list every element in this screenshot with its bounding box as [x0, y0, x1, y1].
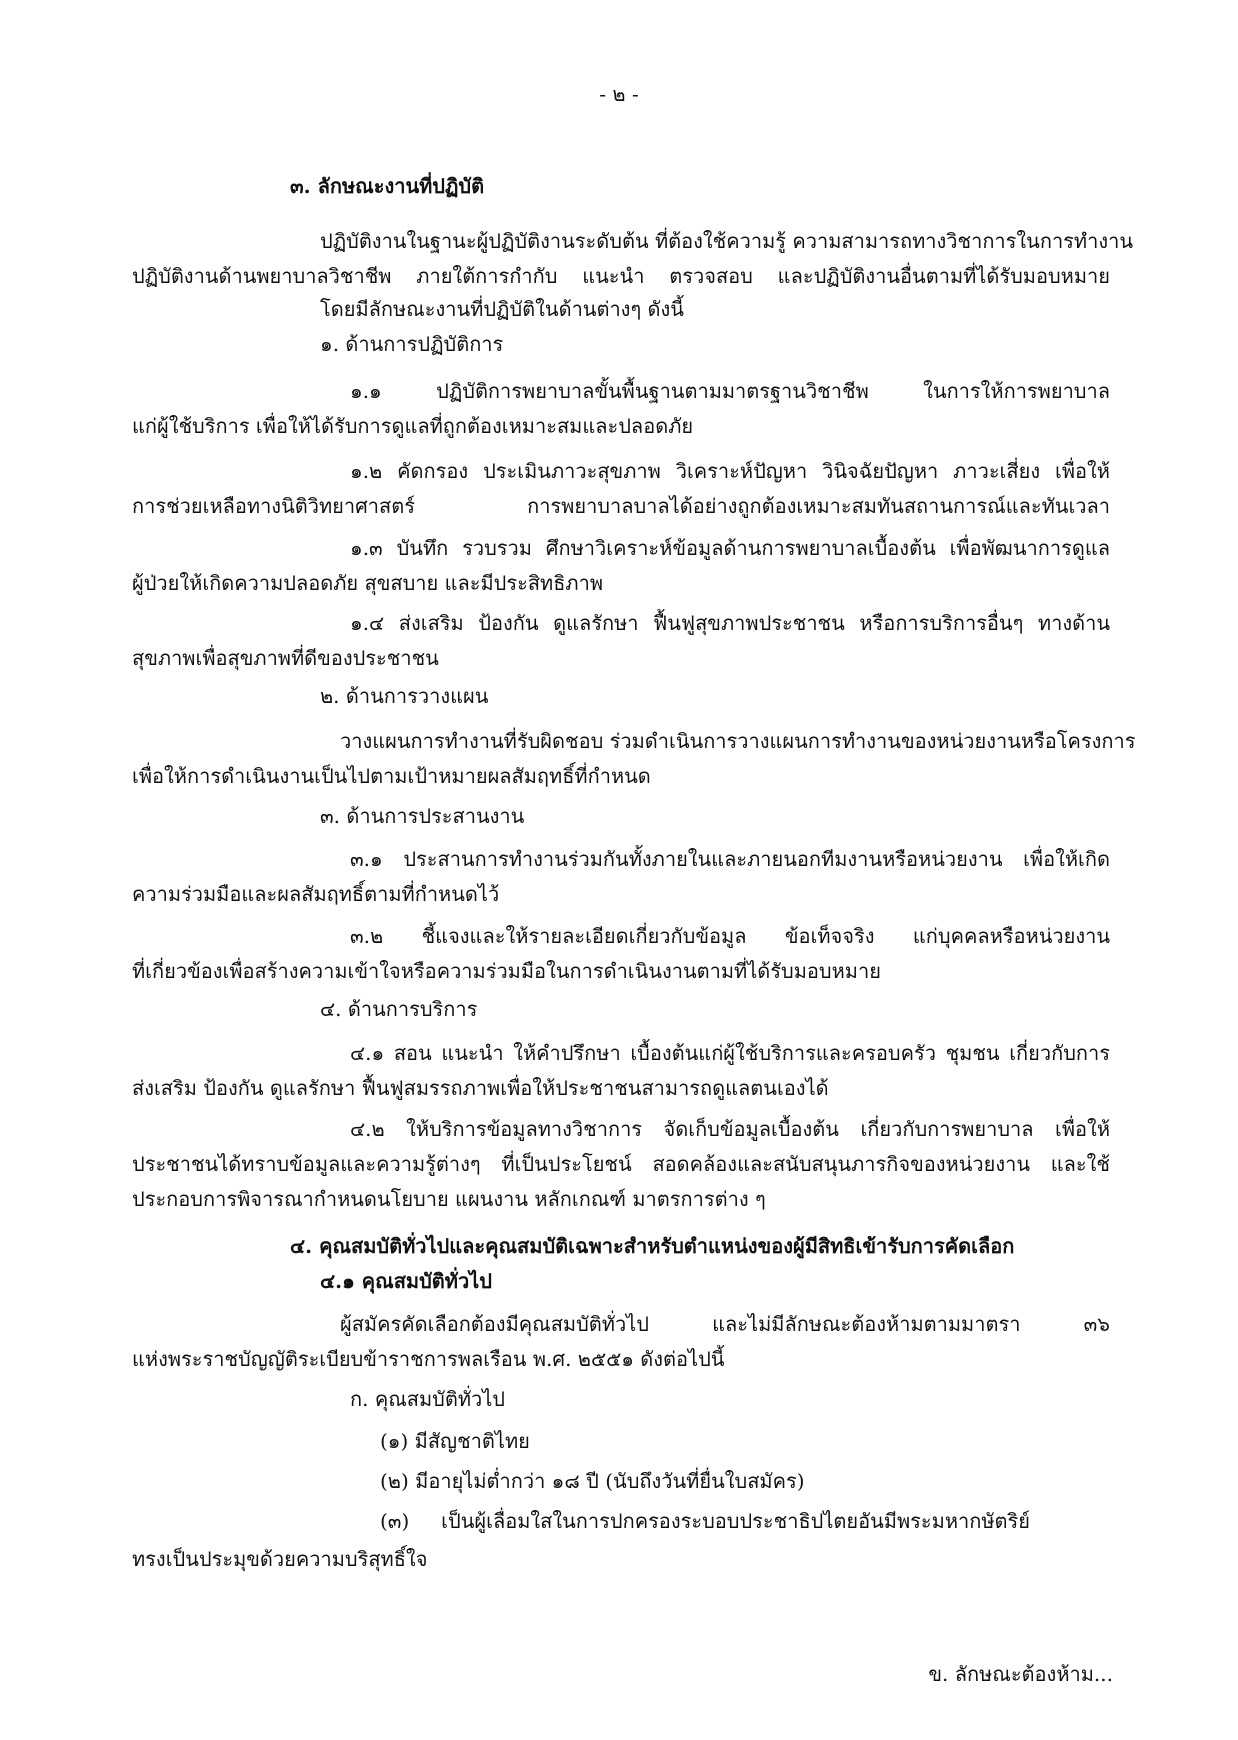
coord-3-1-line2: ความร่วมมือและผลสัมฤทธิ์ตามที่กำหนดไว้	[132, 882, 500, 906]
plan-heading: ๒. ด้านการวางแผน	[320, 684, 489, 708]
plan-line1: วางแผนการทำงานที่รับผิดชอบ ร่วมดำเนินการวางแผนการทำงานของหน่วยงานหรือโครงการ	[340, 729, 1136, 753]
coord-3-2-line1: ๓.๒ ชี้แจงและให้รายละเอียดเกี่ยวกับข้อมูล ข้อเท็จจริง แก่บุคคลหรือหน่วยงาน	[350, 924, 1110, 948]
section3-heading: ๓. ลักษณะงานที่ปฏิบัติ	[290, 174, 485, 198]
section4-sub-heading: ๔.๑ คุณสมบัติทั่วไป	[320, 1269, 492, 1293]
qualification-item-1: (๑) มีสัญชาติไทย	[380, 1429, 530, 1453]
qualification-item-3-line2: ทรงเป็นประมุขด้วยความบริสุทธิ์ใจ	[132, 1547, 428, 1571]
service-4-2-line1: ๔.๒ ให้บริการข้อมูลทางวิชาการ จัดเก็บข้อมูลเบื้องต้น เกี่ยวกับการพยาบาล เพื่อให้	[350, 1117, 1110, 1141]
ops-1-1-line2: แก่ผู้ใช้บริการ เพื่อให้ได้รับการดูแลที่ถูกต้องเหมาะสมและปลอดภัย	[132, 414, 694, 438]
section3-intro-line2: ปฏิบัติงานด้านพยาบาลวิชาชีพ ภายใต้การกำกับ แนะนำ ตรวจสอบ และปฏิบัติงานอื่นตามที่ได้รับมอบหมาย	[132, 264, 1110, 288]
plan-line2: เพื่อให้การดำเนินงานเป็นไปตามเป้าหมายผลสัมฤทธิ์ที่กำหนด	[132, 764, 651, 788]
service-4-2-line3: ประกอบการพิจารณากำหนดนโยบาย แผนงาน หลักเกณฑ์ มาตรการต่าง ๆ	[132, 1187, 766, 1211]
section4-heading: ๔. คุณสมบัติทั่วไปและคุณสมบัติเฉพาะสำหรับตำแหน่งของผู้มีสิทธิเข้ารับการคัดเลือก	[290, 1234, 1015, 1258]
qualification-item-3-line1: (๓) เป็นผู้เลื่อมใสในการปกครองระบอบประชาธิปไตยอันมีพระมหากษัตริย์	[380, 1509, 1030, 1533]
coord-heading: ๓. ด้านการประสานงาน	[320, 804, 525, 828]
page-number: - ๒ -	[599, 82, 639, 106]
section3-intro-line3: โดยมีลักษณะงานที่ปฏิบัติในด้านต่างๆ ดังนี้	[320, 297, 684, 321]
ops-1-3-line2: ผู้ป่วยให้เกิดความปลอดภัย สุขสบาย และมีประสิทธิภาพ	[132, 571, 604, 595]
service-4-1-line1: ๔.๑ สอน แนะนำ ให้คำปรึกษา เบื้องต้นแก่ผู้ใช้บริการและครอบครัว ชุมชน เกี่ยวกับการ	[350, 1041, 1110, 1065]
qualification-item-2: (๒) มีอายุไม่ต่ำกว่า ๑๘ ปี (นับถึงวันที่ยื่นใบสมัคร)	[380, 1469, 805, 1493]
section4-intro-line2: แห่งพระราชบัญญัติระเบียบข้าราชการพลเรือน พ.ศ. ๒๕๕๑ ดังต่อไปนี้	[132, 1347, 725, 1371]
footer-continuation: ข. ลักษณะต้องห้าม...	[928, 1662, 1113, 1686]
service-heading: ๔. ด้านการบริการ	[320, 997, 478, 1021]
coord-3-2-line2: ที่เกี่ยวข้องเพื่อสร้างความเข้าใจหรือความร่วมมือในการดำเนินงานตามที่ได้รับมอบหมาย	[132, 959, 881, 983]
ops-1-4-line2: สุขภาพเพื่อสุขภาพที่ดีของประชาชน	[132, 646, 439, 670]
service-4-2-line2: ประชาชนได้ทราบข้อมูลและความรู้ต่างๆ ที่เป็นประโยชน์ สอดคล้องและสนับสนุนภารกิจของหน่วยงาน และใช้	[132, 1152, 1110, 1176]
section4-intro-line1: ผู้สมัครคัดเลือกต้องมีคุณสมบัติทั่วไป และไม่มีลักษณะต้องห้ามตามมาตรา ๓๖	[340, 1312, 1110, 1336]
coord-3-1-line1: ๓.๑ ประสานการทำงานร่วมกันทั้งภายในและภายนอกทีมงานหรือหน่วยงาน เพื่อให้เกิด	[350, 847, 1110, 871]
ops-1-3-line1: ๑.๓ บันทึก รวบรวม ศึกษาวิเคราะห์ข้อมูลด้านการพยาบาลเบื้องต้น เพื่อพัฒนาการดูแล	[350, 536, 1110, 560]
ops-1-2-line1: ๑.๒ คัดกรอง ประเมินภาวะสุขภาพ วิเคราะห์ปัญหา วินิจฉัยปัญหา ภาวะเสี่ยง เพื่อให้	[350, 459, 1110, 483]
ops-1-1-line1: ๑.๑ ปฏิบัติการพยาบาลขั้นพื้นฐานตามมาตรฐานวิชาชีพ ในการให้การพยาบาล	[350, 379, 1110, 403]
general-qualifications-heading: ก. คุณสมบัติทั่วไป	[350, 1387, 505, 1411]
ops-1-4-line1: ๑.๔ ส่งเสริม ป้องกัน ดูแลรักษา ฟื้นฟูสุขภาพประชาชน หรือการบริการอื่นๆ ทางด้าน	[350, 611, 1110, 635]
ops-heading: ๑. ด้านการปฏิบัติการ	[320, 332, 504, 356]
service-4-1-line2: ส่งเสริม ป้องกัน ดูแลรักษา ฟื้นฟูสมรรถภาพเพื่อให้ประชาชนสามารถดูแลตนเองได้	[132, 1076, 829, 1100]
section3-intro-line1: ปฏิบัติงานในฐานะผู้ปฏิบัติงานระดับต้น ที่ต้องใช้ความรู้ ความสามารถทางวิชาการในการทำงาน	[320, 229, 1134, 253]
ops-1-2-line2: การช่วยเหลือทางนิติวิทยาศาสตร์ การพยาบาลบาลได้อย่างถูกต้องเหมาะสมทันสถานการณ์และทันเวลา	[132, 494, 1110, 518]
